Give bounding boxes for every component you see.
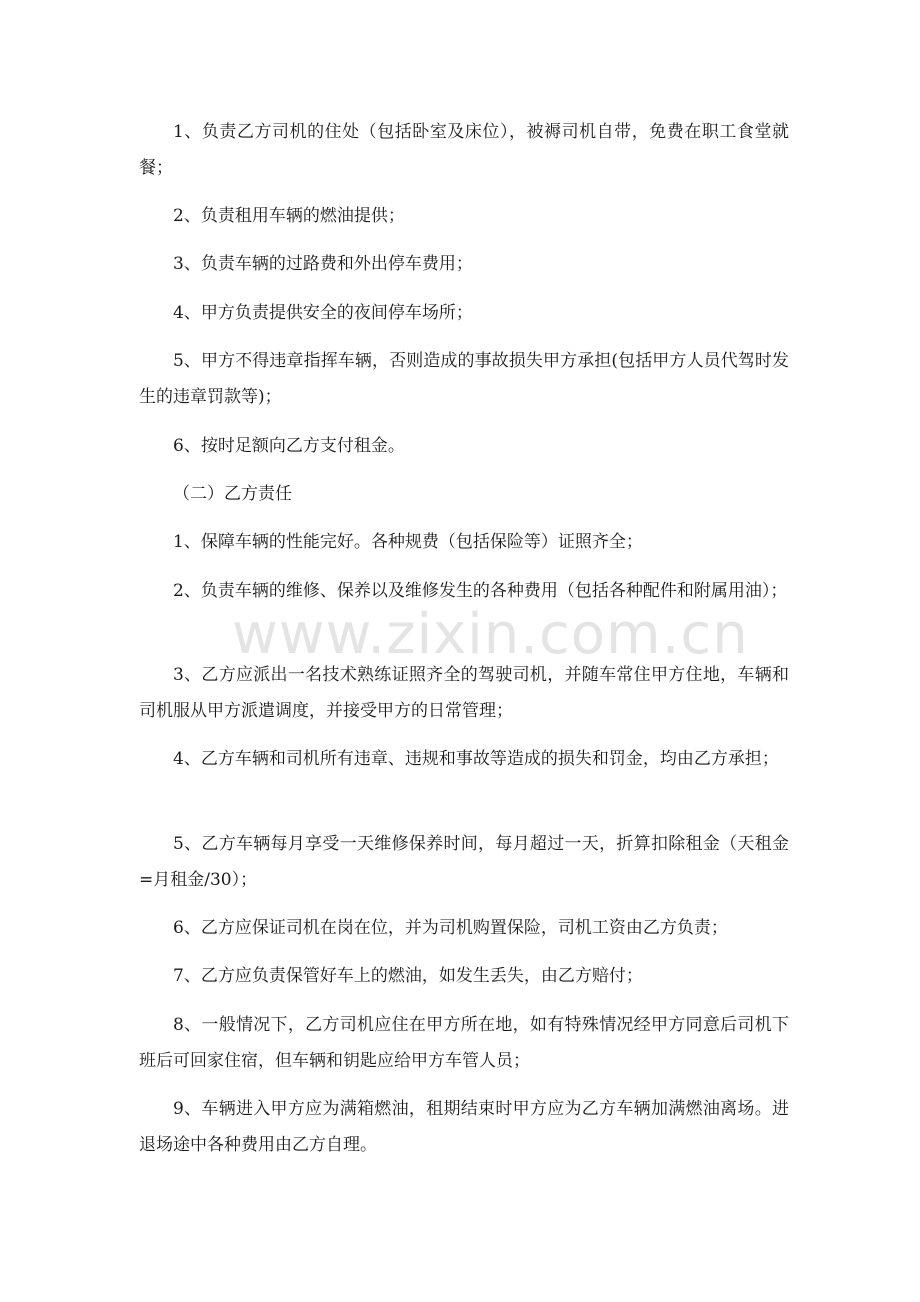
party-b-clause-2: 2、负责车辆的维修、保养以及维修发生的各种费用（包括各种配件和附属用油）； <box>173 581 788 601</box>
party-b-clause-7: 7、乙方应负责保管好车上的燃油，如发生丢失，由乙方赔付； <box>173 966 643 986</box>
party-a-clause-5: 5、甲方不得违章指挥车辆，否则造成的事故损失甲方承担(包括甲方人员代驾时发生的违章罚款等)； <box>139 351 789 407</box>
party-b-clause-5: 5、乙方车辆每月享受一天维修保养时间，每月超过一天，折算扣除租金（天租金=月租金/30）； <box>139 834 789 890</box>
party-a-clause-2: 2、负责租用车辆的燃油提供； <box>173 206 405 226</box>
party-b-clause-6: 6、乙方应保证司机在岗在位，并为司机购置保险，司机工资由乙方负责； <box>173 918 728 938</box>
section-heading-party-b: （二）乙方责任 <box>173 484 292 504</box>
party-b-clause-3: 3、乙方应派出一名技术熟练证照齐全的驾驶司机，并随车常住甲方住地，车辆和司机服从甲方派遣调度，并接受甲方的日常管理； <box>139 665 789 721</box>
party-b-clause-1: 1、保障车辆的性能完好。各种规费（包括保险等）证照齐全； <box>173 532 643 552</box>
party-a-clause-3: 3、负责车辆的过路费和外出停车费用； <box>173 254 473 274</box>
party-b-clause-9: 9、车辆进入甲方应为满箱燃油，租期结束时甲方应为乙方车辆加满燃油离场。进退场途中各种费用由乙方自理。 <box>139 1099 789 1155</box>
party-a-clause-4: 4、甲方负责提供安全的夜间停车场所； <box>173 303 473 323</box>
party-a-clause-6: 6、按时足额向乙方支付租金。 <box>173 436 405 456</box>
watermark: www.zixin.com.cn <box>232 602 749 667</box>
party-b-clause-8: 8、一般情况下，乙方司机应住在甲方所在地，如有特殊情况经甲方同意后司机下班后可回家住宿，但车辆和钥匙应给甲方车管人员； <box>139 1015 789 1071</box>
party-a-clause-1: 1、负责乙方司机的住处（包括卧室及床位），被褥司机自带，免费在职工食堂就餐； <box>139 122 789 178</box>
party-b-clause-4: 4、乙方车辆和司机所有违章、违规和事故等造成的损失和罚金，均由乙方承担； <box>173 749 779 769</box>
